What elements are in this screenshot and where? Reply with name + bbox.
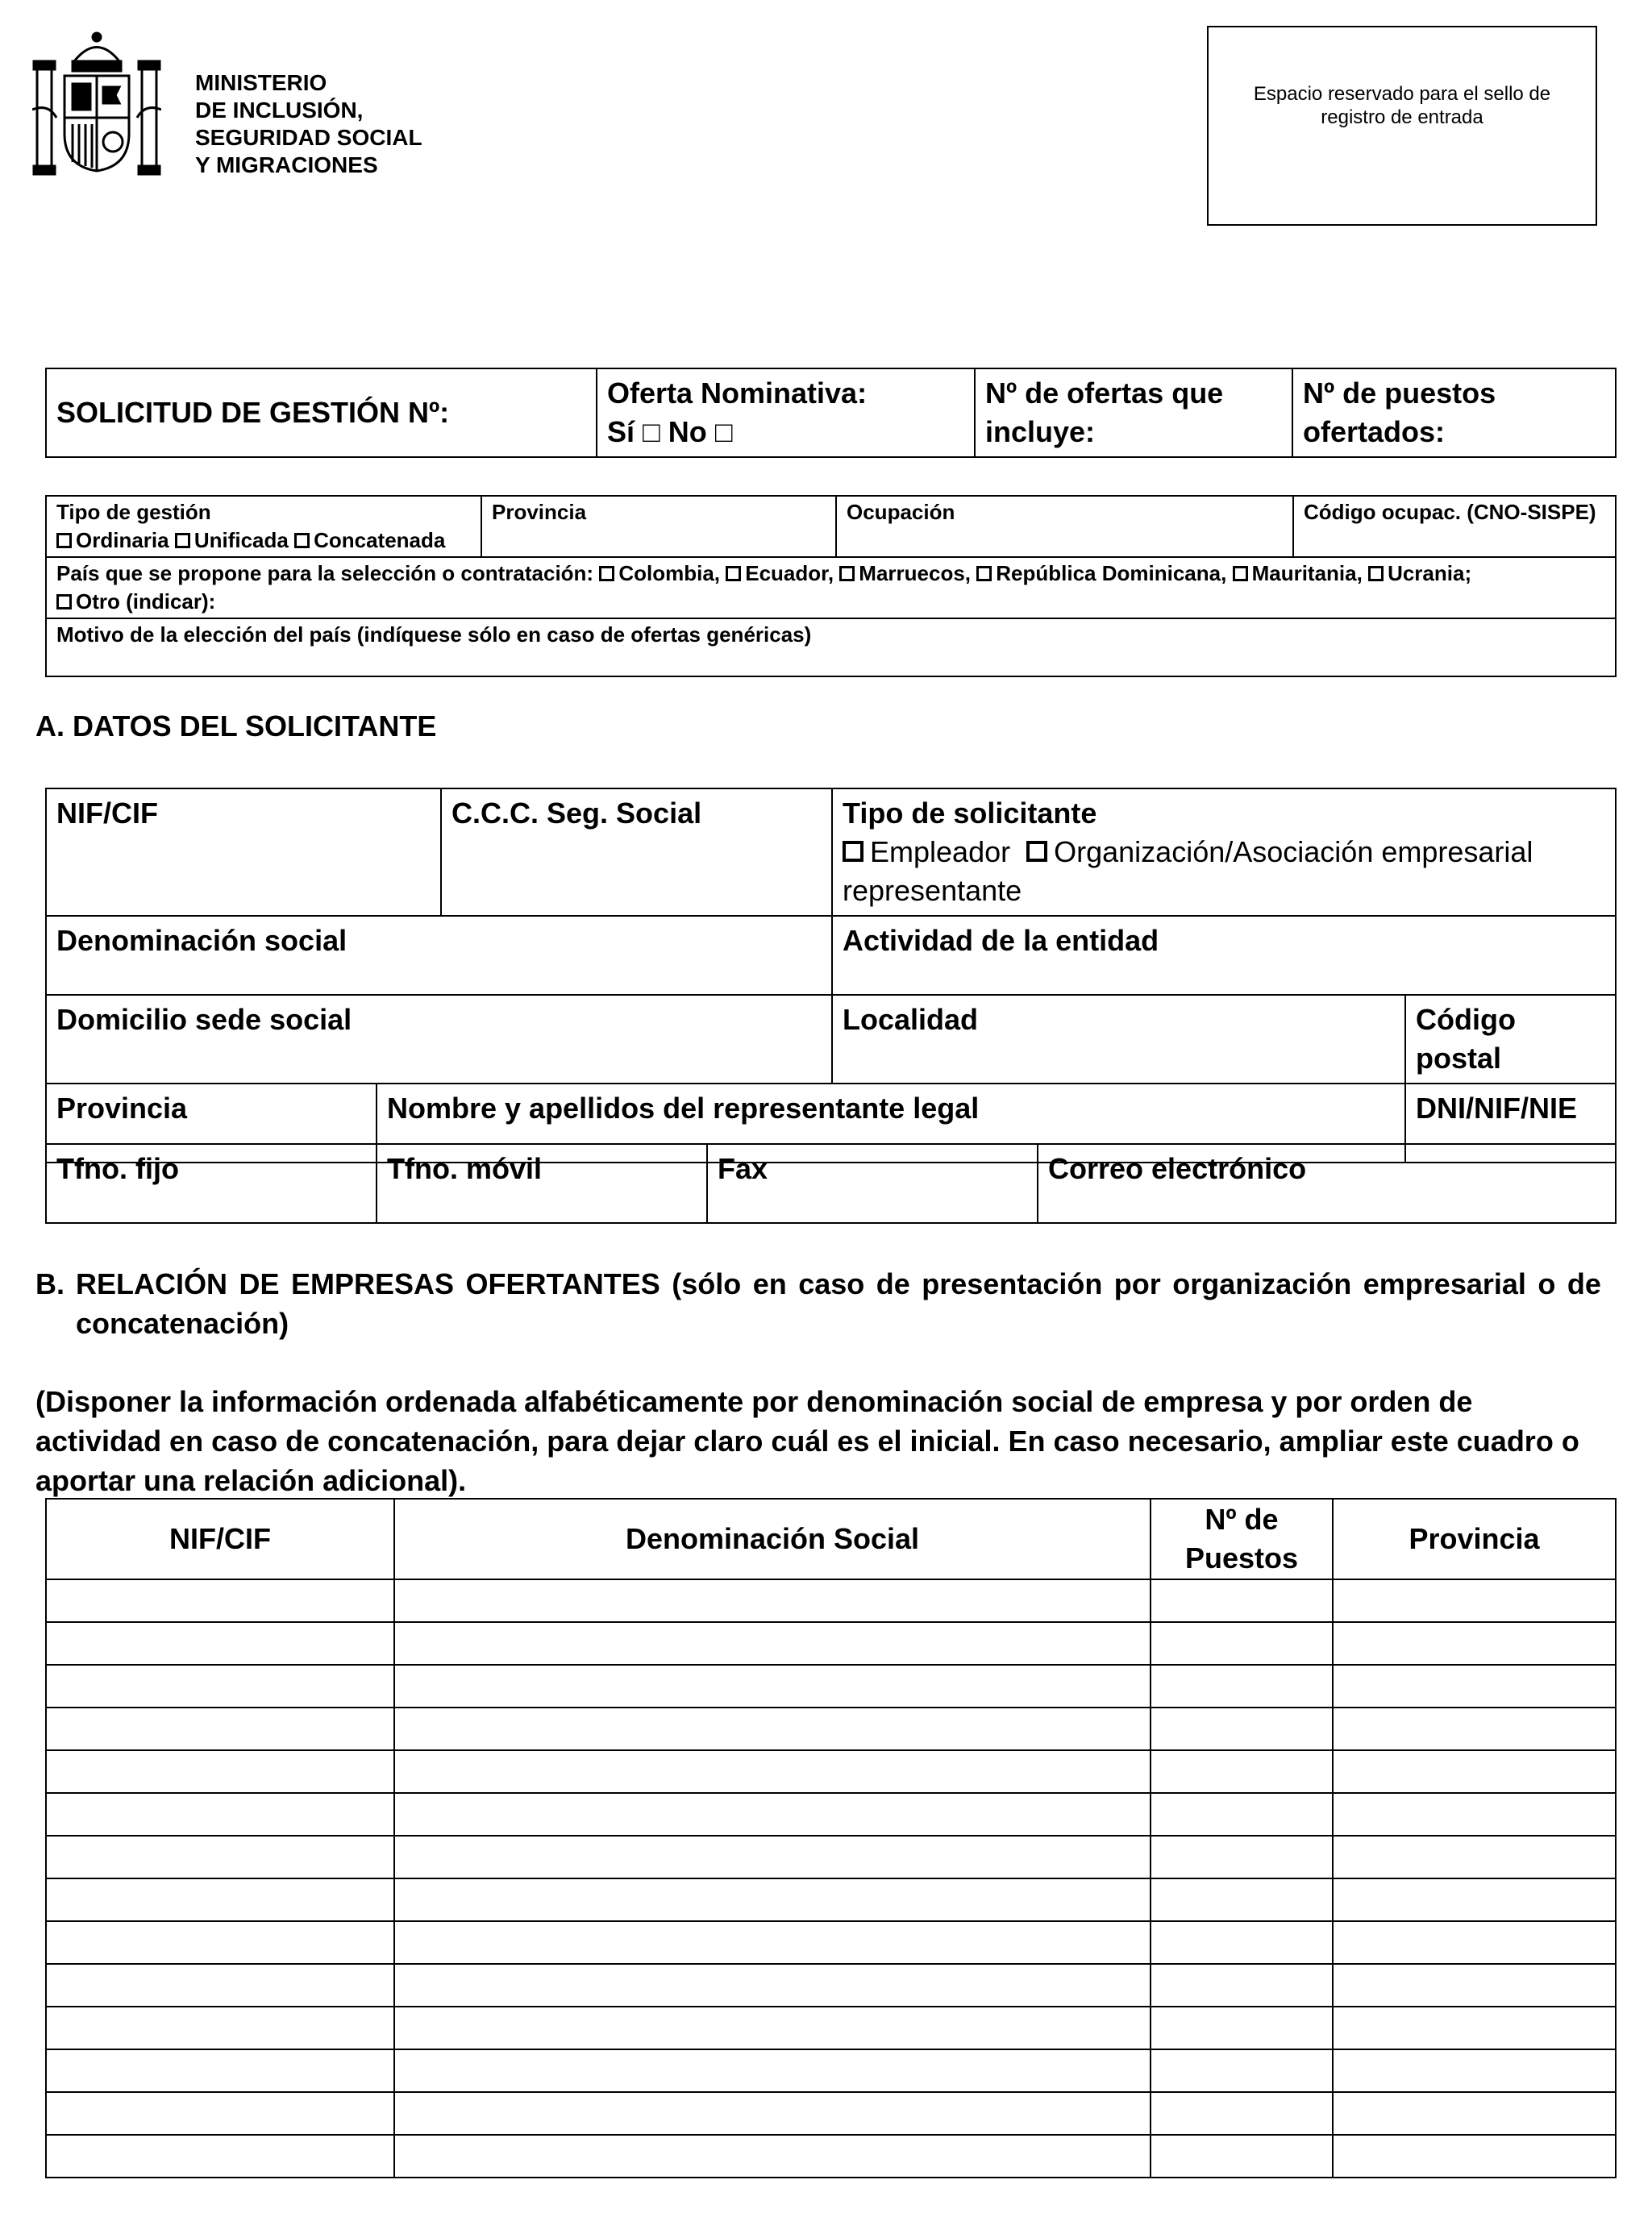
activity-cell[interactable] [832,916,1616,995]
request-number-label: SOLICITUD DE GESTIÓN Nº: [56,396,450,429]
legal-representative-label: Nombre y apellidos del representante legal [387,1092,980,1125]
company-name-input-cell[interactable] [394,2007,1151,2049]
email-cell[interactable] [1038,1144,1616,1223]
title-word: (sólo [672,1267,742,1300]
section-b-letter: B. [35,1267,64,1300]
nif-input-cell[interactable] [46,2135,394,2178]
positions-input-cell[interactable] [1151,1921,1333,1964]
table-row [46,1793,1616,1836]
title-word: en [752,1267,787,1300]
company-name-input-cell[interactable] [394,2135,1151,2178]
yes-label: Sí [607,415,635,448]
table-row [46,2135,1616,2178]
employer-label: Empleador [870,835,1011,868]
ccc-label: C.C.C. Seg. Social [451,797,702,830]
company-name-input-cell[interactable] [394,1579,1151,1622]
title-word: empresarial [1363,1267,1526,1300]
title-word: de [876,1267,910,1300]
ministry-name [195,69,422,179]
management-details-table [45,495,1617,677]
column-header-company-name: Denominación Social [394,1499,1151,1579]
landline-cell[interactable] [46,1144,377,1223]
address-label: Domicilio sede social [56,1003,352,1036]
company-name-input-cell[interactable] [394,1964,1151,2007]
ucrania-checkbox[interactable] [1368,566,1384,581]
nominative-offer-label: Oferta Nominativa: [607,376,868,410]
colombia-checkbox[interactable] [599,566,614,581]
section-b-title [35,1264,1601,1343]
positions-count-label: Nº de puestos ofertados: [1303,376,1496,448]
postal-code-label: Código postal [1416,1003,1516,1075]
company-name-label: Denominación social [56,924,347,957]
country-option: Ecuador, [745,561,834,585]
management-type-label: Tipo de gestión [56,500,211,524]
unificada-checkbox[interactable] [175,533,190,548]
title-word: EMPRESAS [290,1267,454,1300]
province-input-cell[interactable] [1333,1750,1616,1793]
applicant-type-cell [832,788,1616,916]
positions-input-cell[interactable] [1151,2092,1333,2135]
province-input-cell[interactable] [1333,2049,1616,2092]
title-word: de [1567,1267,1601,1300]
ecuador-checkbox[interactable] [726,566,741,581]
title-word: o [1538,1267,1556,1300]
offers-count-label: Nº de ofertas que incluye: [985,376,1224,448]
province-input-cell[interactable] [1333,2007,1616,2049]
table-row [46,1964,1616,2007]
positions-input-cell[interactable] [1151,2007,1333,2049]
registry-stamp-box [1207,26,1597,226]
applicant-contact-table [45,1143,1617,1224]
country-cell [46,557,1616,618]
ccc-cell[interactable] [441,788,832,916]
applicant-type-label: Tipo de solicitante [843,797,1097,830]
province-input-cell[interactable] [1333,1579,1616,1622]
marruecos-checkbox[interactable] [839,566,855,581]
province-input-cell[interactable] [1333,1708,1616,1750]
country-option: Mauritania, [1251,561,1363,585]
postal-code-cell[interactable] [1405,995,1616,1084]
otro-checkbox[interactable] [56,594,72,609]
positions-input-cell[interactable] [1151,1708,1333,1750]
title-word: DE [239,1267,280,1300]
country-reason-label: Motivo de la elección del país (indíquese sólo en caso de ofertas genéricas) [56,622,812,647]
company-name-input-cell[interactable] [394,1750,1151,1793]
table-row [46,1921,1616,1964]
positions-input-cell[interactable] [1151,1622,1333,1665]
nif-input-cell[interactable] [46,1878,394,1921]
offers-count-cell[interactable] [975,368,1292,457]
nif-input-cell[interactable] [46,1964,394,2007]
province-input-cell[interactable] [1333,1836,1616,1878]
positions-count-cell[interactable] [1292,368,1616,457]
title-word: OFERTANTES [465,1267,660,1300]
locality-cell[interactable] [832,995,1405,1084]
company-name-input-cell[interactable] [394,1622,1151,1665]
mobile-cell[interactable] [377,1144,707,1223]
applicant-province-label: Provincia [56,1092,188,1125]
province-cell[interactable] [481,496,836,557]
positions-input-cell[interactable] [1151,1579,1333,1622]
country-option: Ucrania; [1388,561,1472,585]
locality-label: Localidad [843,1003,979,1036]
country-reason-cell[interactable] [46,618,1616,676]
occupation-code-label: Código ocupac. (CNO-SISPE) [1304,500,1596,524]
section-a-title: A. DATOS DEL SOLICITANTE [35,709,437,743]
no-label: No [668,415,707,448]
nif-input-cell[interactable] [46,1836,394,1878]
activity-label: Actividad de la entidad [843,924,1159,957]
country-option: República Dominicana, [996,561,1227,585]
nif-cif-cell[interactable] [46,788,441,916]
occupation-cell[interactable] [836,496,1293,557]
country-label: País que se propone para la selección o contratación: [56,561,594,585]
fax-cell[interactable] [707,1144,1038,1223]
nif-input-cell[interactable] [46,2007,394,2049]
positions-input-cell[interactable] [1151,1750,1333,1793]
ministry-line: DE INCLUSIÓN, [195,98,364,123]
positions-input-cell[interactable] [1151,1878,1333,1921]
title-word: caso [798,1267,865,1300]
nif-input-cell[interactable] [46,1921,394,1964]
column-header-province: Provincia [1333,1499,1616,1579]
employer-checkbox[interactable] [843,841,863,862]
dni-label: DNI/NIF/NIE [1416,1092,1578,1125]
section-b-title-line [76,1264,1601,1304]
company-name-input-cell[interactable] [394,1665,1151,1708]
ministry-line: Y MIGRACIONES [195,152,378,177]
title-word: RELACIÓN [76,1267,227,1300]
province-input-cell[interactable] [1333,2135,1616,2178]
nif-input-cell[interactable] [46,1708,394,1750]
ministry-line: MINISTERIO [195,70,327,95]
section-b-note: (Disponer la información ordenada alfabéticamente por denominación social de empresa y por orden de actividad en caso de concatenación, para dejar claro cuál es el inicial. En caso necesario, ampliar este cuadro o aportar una relación adicional). [35,1385,1579,1497]
table-row [46,1878,1616,1921]
address-cell[interactable] [46,995,832,1084]
nif-input-cell[interactable] [46,2092,394,2135]
positions-input-cell[interactable] [1151,1793,1333,1836]
nif-input-cell[interactable] [46,1750,394,1793]
applicant-data-table [45,788,1617,1163]
province-input-cell[interactable] [1333,1878,1616,1921]
table-row [46,2007,1616,2049]
organization-checkbox[interactable] [1026,841,1047,862]
company-name-input-cell[interactable] [394,1921,1151,1964]
option-label: Ordinaria [76,528,169,552]
table-row [46,1708,1616,1750]
nif-input-cell[interactable] [46,1622,394,1665]
table-row [46,1750,1616,1793]
province-input-cell[interactable] [1333,1921,1616,1964]
province-input-cell[interactable] [1333,1793,1616,1836]
nif-input-cell[interactable] [46,1665,394,1708]
province-input-cell[interactable] [1333,1964,1616,2007]
request-summary-table [45,368,1617,458]
yes-checkbox[interactable]: □ [643,415,660,448]
republica-dominicana-checkbox[interactable] [976,566,992,581]
concatenada-checkbox[interactable] [294,533,310,548]
title-word: presentación [922,1267,1103,1300]
fax-label: Fax [718,1152,768,1185]
country-option: Marruecos, [859,561,972,585]
ordinaria-checkbox[interactable] [56,533,72,548]
positions-input-cell[interactable] [1151,2049,1333,2092]
company-name-input-cell[interactable] [394,2049,1151,2092]
coat-of-arms-emblem [32,29,161,182]
companies-table [45,1498,1617,2178]
title-word: organización [1172,1267,1352,1300]
ministry-line: SEGURIDAD SOCIAL [195,125,422,150]
positions-input-cell[interactable] [1151,1665,1333,1708]
occupation-code-cell[interactable] [1293,496,1616,557]
mobile-label: Tfno. móvil [387,1152,542,1185]
nif-input-cell[interactable] [46,2049,394,2092]
country-option: Colombia, [618,561,720,585]
no-checkbox[interactable]: □ [714,415,733,448]
company-name-cell[interactable] [46,916,832,995]
title-word: por [1113,1267,1161,1300]
management-type-cell [46,496,481,557]
company-name-input-cell[interactable] [394,1793,1151,1836]
province-input-cell[interactable] [1333,1622,1616,1665]
nominative-offer-cell [597,368,975,457]
company-name-input-cell[interactable] [394,1708,1151,1750]
organization-label: Organización/Asociación empresarial representante [843,835,1533,907]
column-header-nif: NIF/CIF [46,1499,394,1579]
table-row [46,2092,1616,2135]
nif-cif-label: NIF/CIF [56,797,158,830]
request-number-cell[interactable] [46,368,597,457]
stamp-text: Espacio reservado para el sello de registro de entrada [1253,83,1551,128]
table-row [46,1622,1616,1665]
section-b-title-line2: concatenación) [76,1307,289,1340]
nif-input-cell[interactable] [46,1793,394,1836]
positions-input-cell[interactable] [1151,1836,1333,1878]
column-header-positions: Nº de Puestos [1151,1499,1333,1579]
table-row [46,2049,1616,2092]
option-label: Unificada [193,528,289,552]
nif-input-cell[interactable] [46,1579,394,1622]
email-label: Correo electrónico [1048,1152,1307,1185]
company-name-input-cell[interactable] [394,1878,1151,1921]
company-name-input-cell[interactable] [394,1836,1151,1878]
province-label: Provincia [492,500,587,524]
company-name-input-cell[interactable] [394,2092,1151,2135]
other-country-label: Otro (indicar): [76,589,216,614]
province-input-cell[interactable] [1333,2092,1616,2135]
table-row [46,1579,1616,1622]
table-row [46,1665,1616,1708]
option-label: Concatenada [314,528,446,552]
occupation-label: Ocupación [847,500,955,524]
mauritania-checkbox[interactable] [1233,566,1248,581]
table-row [46,1836,1616,1878]
province-input-cell[interactable] [1333,1665,1616,1708]
landline-label: Tfno. fijo [56,1152,179,1185]
positions-input-cell[interactable] [1151,2135,1333,2178]
positions-input-cell[interactable] [1151,1964,1333,2007]
